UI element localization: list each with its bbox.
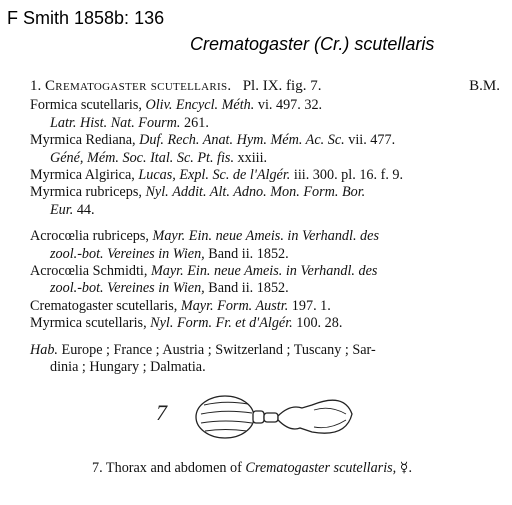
habitat-line: Hab. Europe ; France ; Austria ; Switzerland ; Tuscany ; Sar- [30,341,376,358]
habitat-line: dinia ; Hungary ; Dalmatia. [50,359,206,376]
synonym-line: zool.-bot. Vereines in Wien, Band ii. 1852. [50,245,289,262]
synonym-line: Acrocœlia rubriceps, Mayr. Ein. neue Ameis. in Verhandl. des [30,228,379,245]
habitat-label: Hab. [30,341,58,358]
ant-drawing [196,396,352,438]
synonym-line: Myrmica scutellaris, Nyl. Form. Fr. et d'Algér. 100. 28. [30,315,343,332]
synonym-line: Formica scutellaris, Oliv. Encycl. Méth. vi. 497. 32. [30,97,323,114]
synonym-line: Myrmica rubriceps, Nyl. Addit. Alt. Adno. Mon. Form. Bor. [30,184,366,201]
species-entry [30,78,500,377]
synonym-line: Myrmica Algirica, Lucas, Expl. Sc. de l'Algér. iii. 300. pl. 16. f. 9. [30,167,404,184]
entry-heading [30,78,500,95]
caption-sex-symbol: ☿. [399,460,413,476]
synonym-line: Acrocœlia Schmidti, Mayr. Ein. neue Ameis. in Verhandl. des [30,263,378,280]
citation-header: F Smith 1858b: 136 [7,8,165,28]
taxon-header: Crematogaster (Cr.) scutellaris [190,34,435,54]
postpetiole-shape [253,411,264,423]
entry-number: 1. [30,78,42,94]
gaster-segments [201,402,252,431]
entry-collection: B.M. [469,78,500,94]
synonym-line: Eur. 44. [50,201,95,218]
thorax-sutures [314,408,346,427]
figure-number: 7 [156,400,167,425]
caption-taxon: Crematogaster scutellaris, [245,460,397,476]
caption-prefix: 7. Thorax and abdomen of [92,460,242,476]
petiole-shape [264,413,278,422]
synonym-line: Latr. Hist. Nat. Fourm. 261. [50,114,209,131]
synonym-line: Crematogaster scutellaris, Mayr. Form. Austr. 197. 1. [30,297,331,314]
figure-caption [92,460,412,477]
synonym-line: Géné, Mém. Soc. Ital. Sc. Pt. fis. xxiii. [50,149,268,166]
gaster-shape [196,396,254,438]
entry-plate-ref: Pl. IX. fig. 7. [242,78,322,94]
synonym-line: Myrmica Rediana, Duf. Rech. Anat. Hym. Mém. Ac. Sc. vii. 477. [30,132,396,149]
thorax-shape [278,400,352,433]
synonym-line: zool.-bot. Vereines in Wien, Band ii. 1852. [50,280,289,297]
entry-species-name: Crematogaster scutellaris. [45,78,232,94]
